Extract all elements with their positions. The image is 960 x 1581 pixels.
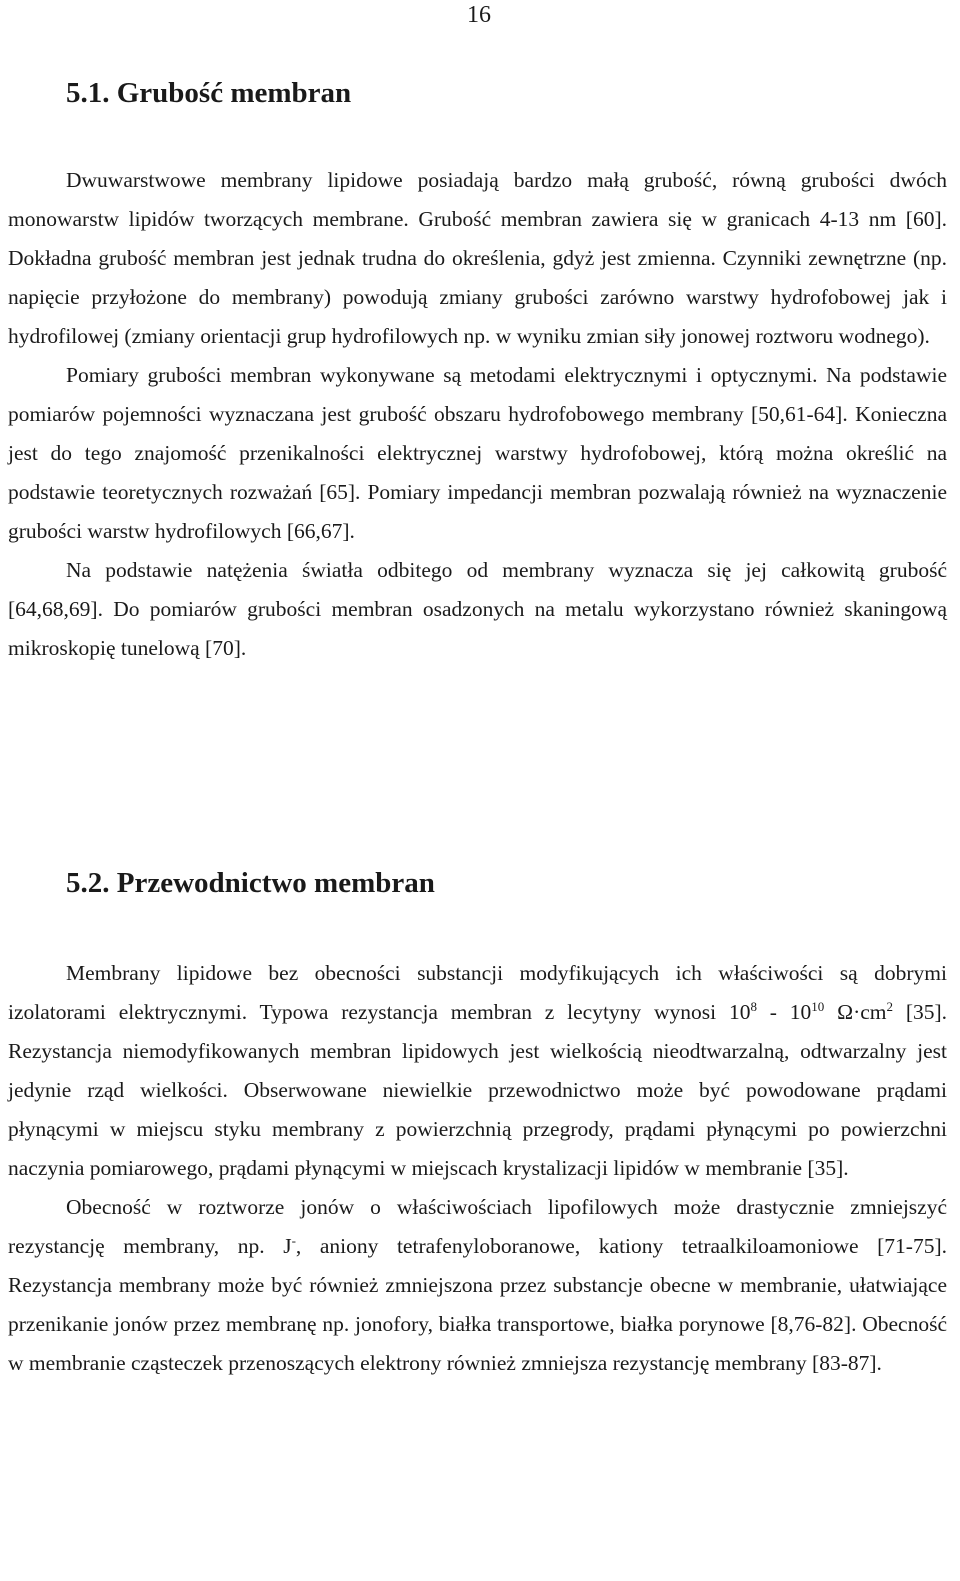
paragraph-text: Ω·cm	[824, 1000, 887, 1024]
paragraph: Dwuwarstwowe membrany lipidowe posiadają bardzo małą grubość, równą grubości dwóch monowarstw lipidów tworzących membrane. Grubość membran zawiera się w granicach 4-13 nm [60]. Dokładna grubość membran jest jednak trudna do określenia, gdyż jest zmienna. Czynniki zewnętrzne (np. napięcie przyłożone do membrany) powodują zmiany grubości zarówno warstwy hydrofobowej jak i hydrofilowej (zmiany orientacji grup hydrofilowych np. w wyniku zmian siły jonowej roztworu wodnego).	[8, 168, 947, 348]
section-conductivity-body	[8, 954, 947, 1383]
superscript: 2	[886, 998, 893, 1014]
paragraph: Pomiary grubości membran wykonywane są metodami elektrycznymi i optycznymi. Na podstawie pomiarów pojemności wyznaczana jest grubość obszaru hydrofobowego membrany [50,61-64]. Konieczna jest do tego znajomość przenikalności elektrycznej warstwy hydrofobowej, którą można określić na podstawie teoretycznych rozważań [65]. Pomiary impedancji membran pozwalają również na wyznaczenie grubości warstw hydrofilowych [66,67].	[8, 363, 947, 543]
paragraph-text: , aniony tetrafenyloboranowe, kationy tetraalkiloamoniowe [71-75]. Rezystancja membrany może być również zmniejszona przez substancje obecne w membranie, ułatwiające przenikanie jonów przez membranę np. jonofory, białka transportowe, białka porynowe [8,76-82]. Obecność w membranie cząsteczek przenoszących elektrony również zmniejsza rezystancję membrany [83-87].	[8, 1234, 947, 1375]
paragraph-text: - 10	[756, 1000, 812, 1024]
paragraph-text: Obecność w roztworze jonów o właściwościach lipofilowych może drastycznie zmniejszyć rezystancję membrany, np. J	[8, 1195, 947, 1258]
paragraph	[8, 954, 947, 1188]
section-heading-conductivity: 5.2. Przewodnictwo membran	[66, 867, 435, 899]
paragraph-text: Membrany lipidowe bez obecności substancji modyfikujących ich właściwości są dobrymi izolatorami elektrycznymi. Typowa rezystancja membran z lecytyny wynosi 10	[8, 961, 947, 1024]
superscript: 10	[811, 998, 825, 1014]
section-thickness-body	[8, 161, 947, 668]
page-number: 16	[467, 2, 491, 28]
superscript: 8	[750, 998, 757, 1014]
paragraph-text: [35]. Rezystancja niemodyfikowanych membran lipidowych jest wielkością nieodtwarzalną, odtwarzalny jest jedynie rząd wielkości. Obserwowane niewielkie przewodnictwo może być powodowane prądami płynącymi w miejscu styku membrany z powierzchnią przegrody, prądami płynącymi po powierzchni naczynia pomiarowego, prądami płynącymi w miejscach krystalizacji lipidów w membranie [35].	[8, 1000, 948, 1180]
superscript: -	[291, 1232, 296, 1248]
paragraph	[8, 1188, 947, 1383]
paragraph: Na podstawie natężenia światła odbitego od membrany wyznacza się jej całkowitą grubość [64,68,69]. Do pomiarów grubości membran osadzonych na metalu wykorzystano również skaningową mikroskopię tunelową [70].	[8, 558, 947, 660]
section-heading-thickness: 5.1. Grubość membran	[66, 77, 352, 109]
